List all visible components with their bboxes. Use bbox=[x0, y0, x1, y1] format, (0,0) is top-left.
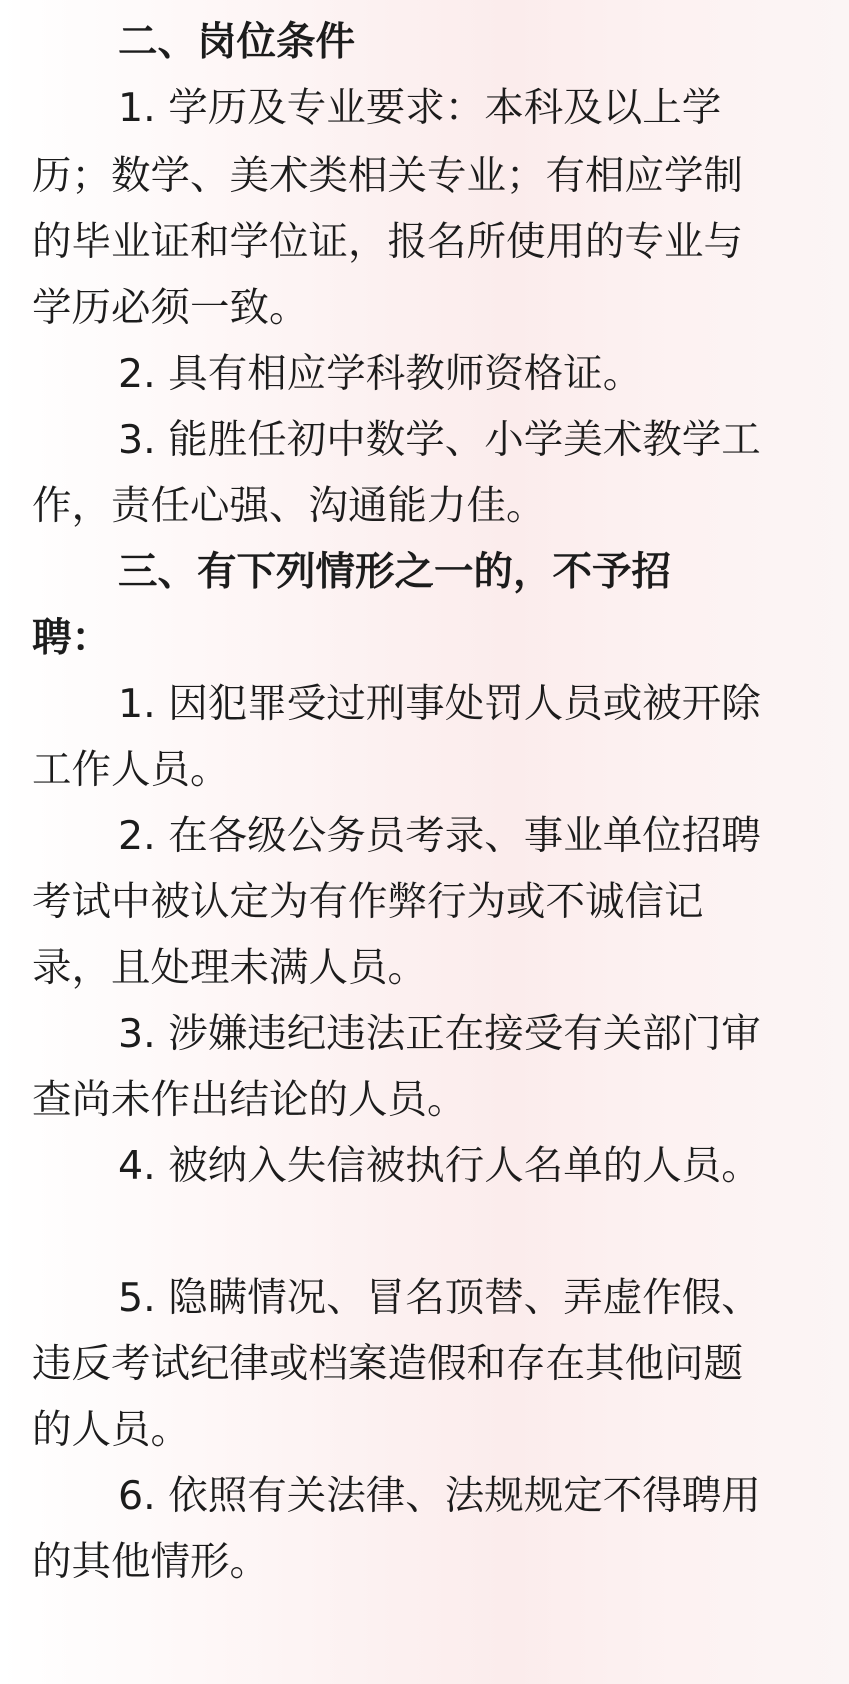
paragraph-line: 录，且处理未满人员。 bbox=[32, 945, 427, 991]
paragraph-line: 的毕业证和学位证，报名所使用的专业与 bbox=[32, 219, 743, 265]
paragraph-line: 的人员。 bbox=[32, 1407, 190, 1453]
section-heading-3: 三、有下列情形之一的，不予招 bbox=[118, 549, 671, 595]
paragraph-line: 1. 学历及专业要求：本科及以上学 bbox=[118, 85, 722, 131]
paragraph-line: 工作人员。 bbox=[32, 747, 230, 793]
section-heading-2: 二、岗位条件 bbox=[118, 19, 355, 65]
paragraph-line: 1. 因犯罪受过刑事处罚人员或被开除 bbox=[118, 681, 761, 727]
paragraph-line: 6. 依照有关法律、法规规定不得聘用 bbox=[118, 1473, 761, 1519]
paragraph-line: 3. 涉嫌违纪违法正在接受有关部门审 bbox=[118, 1011, 761, 1057]
paragraph-line: 作，责任心强、沟通能力佳。 bbox=[32, 483, 546, 529]
paragraph-line: 查尚未作出结论的人员。 bbox=[32, 1077, 467, 1123]
paragraph-line: 违反考试纪律或档案造假和存在其他问题 bbox=[32, 1341, 743, 1387]
section-heading-3-cont: 聘： bbox=[32, 615, 111, 661]
paragraph-line: 4. 被纳入失信被执行人名单的人员。 bbox=[118, 1143, 761, 1189]
paragraph-line: 2. 在各级公务员考录、事业单位招聘 bbox=[118, 813, 761, 859]
paragraph-line: 3. 能胜任初中数学、小学美术教学工 bbox=[118, 417, 761, 463]
paragraph-line: 历；数学、美术类相关专业；有相应学制 bbox=[32, 153, 743, 199]
paragraph-line: 考试中被认定为有作弊行为或不诚信记 bbox=[32, 879, 704, 925]
paragraph-line: 的其他情形。 bbox=[32, 1539, 269, 1585]
paragraph-line: 5. 隐瞒情况、冒名顶替、弄虚作假、 bbox=[118, 1275, 761, 1321]
paragraph-line: 学历必须一致。 bbox=[32, 285, 309, 331]
paragraph-line: 2. 具有相应学科教师资格证。 bbox=[118, 351, 643, 397]
